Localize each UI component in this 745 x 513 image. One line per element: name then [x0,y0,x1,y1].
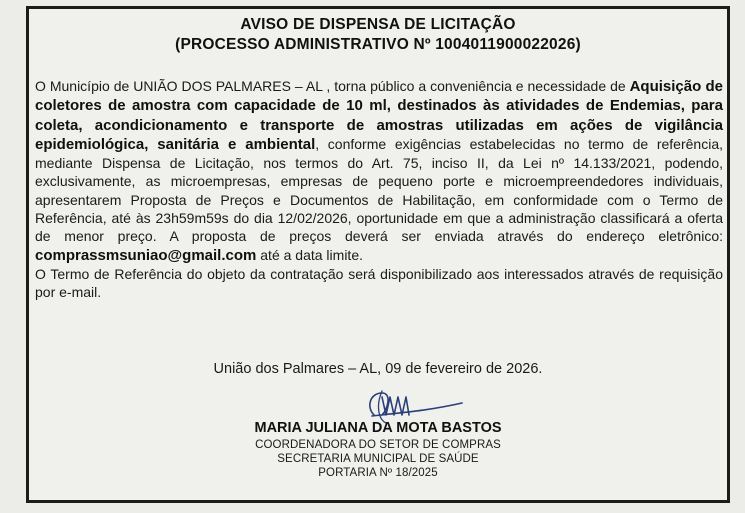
signer-name: MARIA JULIANA DA MOTA BASTOS [254,420,502,436]
signer-ordinance: PORTARIA Nº 18/2025 [318,467,438,479]
date-line: União dos Palmares – AL, 09 de fevereiro de 2026. [213,361,543,377]
process-number: (PROCESSO ADMINISTRATIVO Nº 1004011900022026) [175,36,581,53]
contact-email: comprassmsuniao@gmail.com [35,246,257,264]
paragraph-conditions: , conforme exigências estabelecidas no termo de referência, mediante Dispensa de Licitação, nos termos do Art. 75, inciso II, da Lei nº 14.133/2021, podendo, exclusivamente, as microempresas, empresas de pequeno porte e microempreendedores individuais, apresentarem Proposta de Preços e Documentos de Habilitação, em conformidade com o Termo de Referência, até às 23h59m59s do dia 12/02/2026, oportunidade em que a administração classificará a oferta de menor preço. A proposta de preços deverá ser enviada através do endereço eletrônico: [35,135,723,245]
signer-role: COORDENADORA DO SETOR DE COMPRAS [255,439,501,451]
notice-title: AVISO DE DISPENSA DE LICITAÇÃO [240,16,516,33]
notice-frame [26,6,730,503]
notice-body [35,77,723,302]
paragraph-main [35,77,723,265]
paragraph-deadline: até a data limite. [256,246,363,263]
signer-department: SECRETARIA MUNICIPAL DE SAÚDE [277,453,479,465]
paragraph-intro: O Município de UNIÃO DOS PALMARES – AL , torna público a conveniência e necessidade de [35,78,630,94]
paragraph-terms: O Termo de Referência do objeto da contratação será disponibilizado aos interessados através de requisição por e-mail. [35,265,723,301]
procurement-object: Aquisição de coletores de amostra com capacidade de 10 ml, destinados às atividades de Endemias, para coleta, acondicionamento e transporte de amostras utilizadas em ações de vigilância epidemiológica, sanitária e ambiental [35,78,723,153]
